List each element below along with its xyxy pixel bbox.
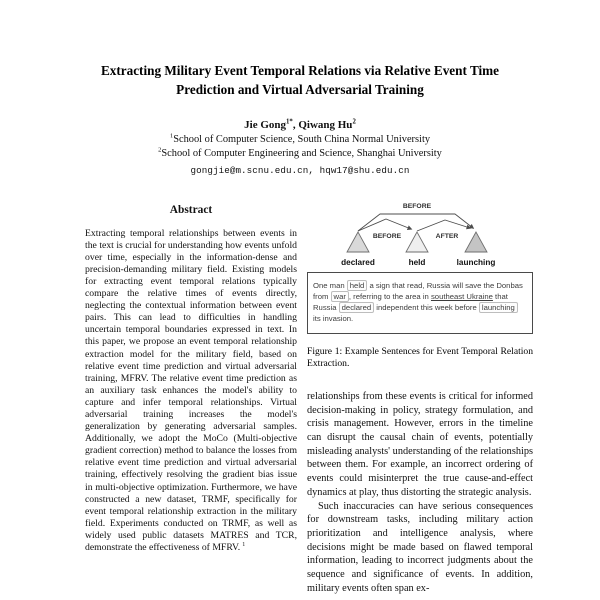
body-paragraph-2: Such inaccuracies can have serious consequences for downstream tasks, including military action prioritization and intelligence analysis, where decisions might be made based on flawed temporal information, leading to incorrect judgments about the sequence and significance of events. In addition, military events often span ex- <box>307 500 533 594</box>
two-column-body <box>0 188 600 596</box>
triangle-held <box>406 232 428 252</box>
triangle-launching <box>465 232 487 252</box>
relation-label-before: BEFORE <box>372 232 402 240</box>
author-emails: gongjie@m.scnu.edu.cn, hqw17@shu.edu.cn <box>190 164 410 176</box>
event-label-declared: declared <box>341 257 375 267</box>
sentence-segment: its invasion. <box>313 314 354 324</box>
event-label-held: held <box>408 257 426 267</box>
sentence-segment: , referring to the area in <box>348 291 431 301</box>
author-2-name: Qiwang Hu <box>298 119 353 132</box>
triangle-declared <box>347 232 369 252</box>
affiliation-2-superscript: 2 <box>158 146 162 154</box>
paper-header <box>0 0 600 176</box>
event-label-launching: launching <box>456 257 496 267</box>
event-relation-diagram <box>307 188 533 270</box>
event-mention-held: held <box>347 280 368 291</box>
relation-label-top-before: BEFORE <box>402 202 432 210</box>
abstract-heading: Abstract <box>169 203 213 216</box>
affiliation-2 <box>0 147 600 161</box>
paper-title <box>0 62 600 99</box>
sentence-segment: a sign that read, Russia will save the Donbas from <box>313 280 523 301</box>
sentence-segment: independent this week before <box>374 303 479 313</box>
footnote-marker: 1 <box>242 541 246 548</box>
authors-line <box>0 119 600 131</box>
author-1-name: Jie Gong <box>244 119 287 132</box>
body-paragraph-1: relationships from these events is critical for informed decision-making in policy, strategy formulation, and crisis management. However, errors in the timeline can disrupt the causal chain of events, potentially misleading analysts' understanding of the relationships between them. For example, an incorrect ordering of events could misinterpret the true cause-and-effect dynamics at play, thus distorting the strategic analysis. <box>307 390 533 498</box>
sentence-segment: that Russia <box>313 291 508 313</box>
arc-held-to-launching <box>417 220 470 231</box>
affiliation-1-text: School of Computer Science, South China Normal University <box>173 134 431 146</box>
event-mention-launching: launching <box>479 302 518 313</box>
figure-1-caption: Figure 1: Example Sentences for Event Temporal Relation Extraction. <box>307 345 533 370</box>
affiliation-2-text: School of Computer Engineering and Science, Shanghai University <box>161 148 442 160</box>
example-sentence-box <box>307 272 533 334</box>
abstract-paragraph <box>85 228 297 555</box>
title-line-1: Extracting Military Event Temporal Relations via Relative Event Time <box>100 63 500 78</box>
right-column <box>307 188 533 596</box>
abstract-text: Extracting temporal relationships between events in the text is crucial for understanding how events unfold over time, especially in the information-dense and precision-demanding military field. Existing models for extracting event temporal relations typically compare the relative times of events directly, neglecting the contextual information between event pairs. This can lead to difficulties in handling uncertain temporal boundaries expressed in text. In this paper, we propose an event temporal relationship extraction model for the military field, based on relative event time prediction and virtual adversarial training, MFRV. The relative event time prediction as an auxiliary task enhances the model's ability to capture and infer temporal relationships. Virtual adversarial training increases the model's generalization by generating adversarial samples. Additionally, we adopt the MoCo (Multi-objective gradient correction) method to balance the losses from relative event time prediction and virtual adversarial training, effectively resolving the gradient bias issue in multi-objective optimization. Furthermore, we have constructed a new dataset, TRMF, specifically for event temporal relationship extraction in the military field. Experiments conducted on TRMF, as well as widely used public datasets MATRES and TCR, demonstrate the effectiveness of MFRV. <box>85 227 297 554</box>
title-line-2: Prediction and Virtual Adversarial Training <box>176 81 424 97</box>
figure-1 <box>307 188 533 371</box>
event-mention-declared: declared <box>339 302 375 313</box>
author-2-superscript: 2 <box>352 118 356 126</box>
author-separator: , <box>292 119 299 132</box>
sentence-segment: One man <box>313 280 347 290</box>
relation-label-after: AFTER <box>435 232 459 240</box>
left-column <box>85 188 297 555</box>
affiliations-block <box>0 133 600 161</box>
event-mention-war: war <box>331 291 349 302</box>
affiliation-1-superscript: 1 <box>169 132 174 140</box>
location-mention-ukraine: southeast Ukraine <box>430 291 493 301</box>
affiliation-1 <box>0 133 600 147</box>
arc-declared-to-launching <box>358 214 473 231</box>
author-1-superscript: 1* <box>286 118 293 126</box>
